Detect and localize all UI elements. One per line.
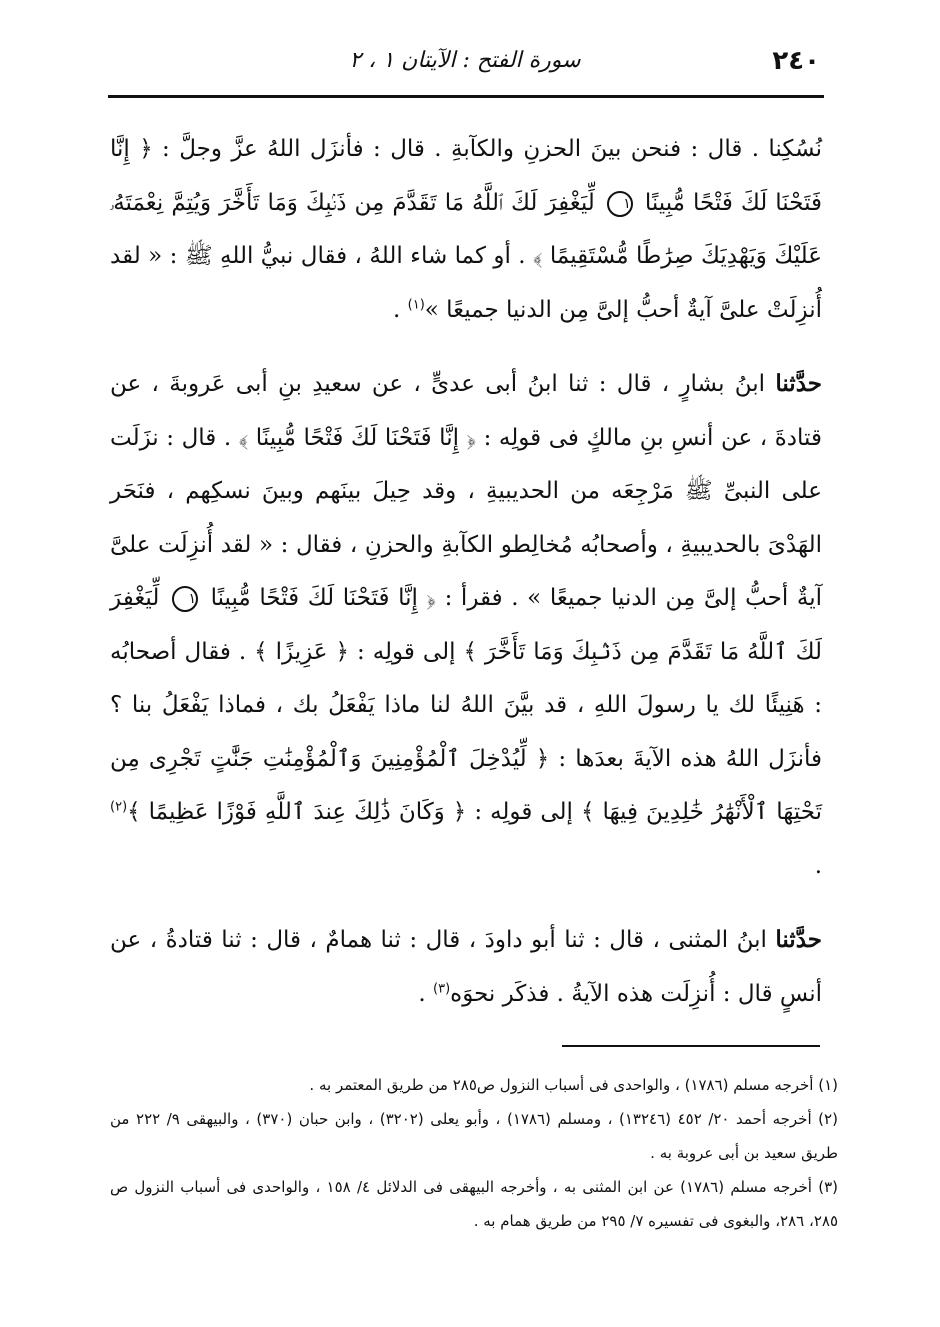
page-number: ٢٤٠ xyxy=(772,46,820,76)
footnote: (٢) أخرجه أحمد ٢٠/ ٤٥٢ (١٣٢٤٦) ، ومسلم (١٧٨٦) ، وأبو يعلى (٣٢٠٢) ، وابن حبان (٣٧٠) ، والبيهقى ٩/ ٢٢٢ من طريق سعيد بن أبى عروبة به . xyxy=(110,1110,838,1162)
paragraph-text: ابنُ المثنى ، قال : ثنا أبو داودَ ، قال : ثنا همامٌ ، قال : ثنا قتادةُ ، عن أنسٍ قال : أُنزِلَت هذه الآيةُ . فذكَر نحوَه xyxy=(110,927,822,1007)
footnote: (٣) أخرجه مسلم (١٧٨٦) عن ابن المثنى به ، وأخرجه البيهقى فى الدلائل ٤/ ١٥٨ ، والواحدى فى أسباب النزول ص ٢٨٥، ٢٨٦، والبغوى فى تفسيره ٧/ ٢٩٥ من طريق همام به . xyxy=(110,1178,838,1230)
ayah-number-marker: ١ xyxy=(607,191,633,217)
footnotes xyxy=(110,1068,838,1238)
paragraph xyxy=(110,357,822,893)
main-text xyxy=(110,122,822,1021)
footnote: (١) أخرجه مسلم (١٧٨٦) ، والواحدى فى أسباب النزول ص٢٨٥ من طريق المعتمر به . xyxy=(309,1076,838,1094)
paragraph-lead: حدَّثنا xyxy=(775,370,822,397)
running-head: سورة الفتح : الآيتان ١ ، ٢ xyxy=(349,48,581,73)
footnote-reference: (٢) xyxy=(110,799,128,815)
footnote-separator xyxy=(562,1045,820,1047)
paragraph-lead: حدَّثنا xyxy=(775,926,822,953)
paragraph-end: . xyxy=(393,296,408,323)
page-header xyxy=(110,44,820,90)
footnote-reference: (٣) xyxy=(433,980,451,996)
paragraph-text: نُسُكِنا . قال : فنحن بينَ الحزنِ والكآبةِ . قال : فأنزَل اللهُ عزَّ وجلَّ : ﴿ إِنَّا فَتَحْنَا لَكَ فَتْحًا مُّبِينًا xyxy=(110,136,822,216)
paragraph xyxy=(110,913,822,1021)
ayah-number-marker: ١ xyxy=(172,586,198,612)
paragraph-text-continued: لِّيَغْفِرَ لَكَ ٱللَّهُ مَا تَقَدَّمَ مِن ذَنۢبِكَ وَمَا تَأَخَّرَ ﴾ إلى قولِه : ﴿ عَزِيزًا ﴾ . فقال أصحابُه : هَنِيئًا لك يا رسولَ اللهِ ، قد بيَّنَ اللهُ لنا ماذا يَفْعَلُ بك ، فماذا يَفْعَلُ بنا ؟ فأنزَل اللهُ هذه الآيةَ بعدَها : ﴿ لِّيُدْخِلَ ٱلْمُؤْمِنِينَ وَٱلْمُؤْمِنَٰتِ جَنَّٰتٍ تَجْرِى مِن تَحْتِهَا ٱلْأَنْهَٰرُ خَٰلِدِينَ فِيهَا ﴾ إلى قولِه : ﴿ وَكَانَ ذَٰلِكَ عِندَ ٱللَّهِ فَوْزًا عَظِيمًا ﴾ xyxy=(110,585,822,825)
paragraph-end: . xyxy=(418,980,434,1007)
paragraph-text-continued: لِّيَغْفِرَ لَكَ ٱللَّهُ مَا تَقَدَّمَ مِن ذَنۢبِكَ وَمَا تَأَخَّرَ وَيُتِمَّ نِعْمَتَهُۥ عَلَيْكَ وَيَهْدِيَكَ صِرَٰطًا مُّسْتَقِيمًا ﴾ . أو كما شاء اللهُ ، فقال نبيُّ اللهِ ﷺ : « لقد أُنزِلَتْ علىَّ آيةٌ أحبُّ إلىَّ مِن الدنيا جميعًا » xyxy=(110,189,822,323)
header-rule xyxy=(108,95,824,98)
paragraph-text: ابنُ بشارٍ ، قال : ثنا ابنُ أبى عدىٍّ ، عن سعيدِ بنِ أبى عَروبةَ ، عن قتادةَ ، عن أنسِ بنِ مالكٍ فى قولِه : ﴿ إِنَّا فَتَحْنَا لَكَ فَتْحًا مُّبِينًا ﴾ . قال : نزَلَت على النبىِّ ﷺ مَرْجِعَه من الحديبيةِ ، وقد حِيلَ بينَهم وبينَ نسكِهم ، فنَحَر الهَدْىَ بالحديبيةِ ، وأصحابُه مُخالِطو الكآبةِ والحزنِ ، فقال : « لقد أُنزِلَت علىَّ آيةٌ أحبُّ إلىَّ مِن الدنيا جميعًا » . فقرأ : ﴿ إِنَّا فَتَحْنَا لَكَ فَتْحًا مُّبِينًا xyxy=(110,371,822,611)
paragraph-end: . xyxy=(814,852,822,879)
paragraph xyxy=(110,122,822,337)
footnote-reference: (١) xyxy=(407,296,425,312)
